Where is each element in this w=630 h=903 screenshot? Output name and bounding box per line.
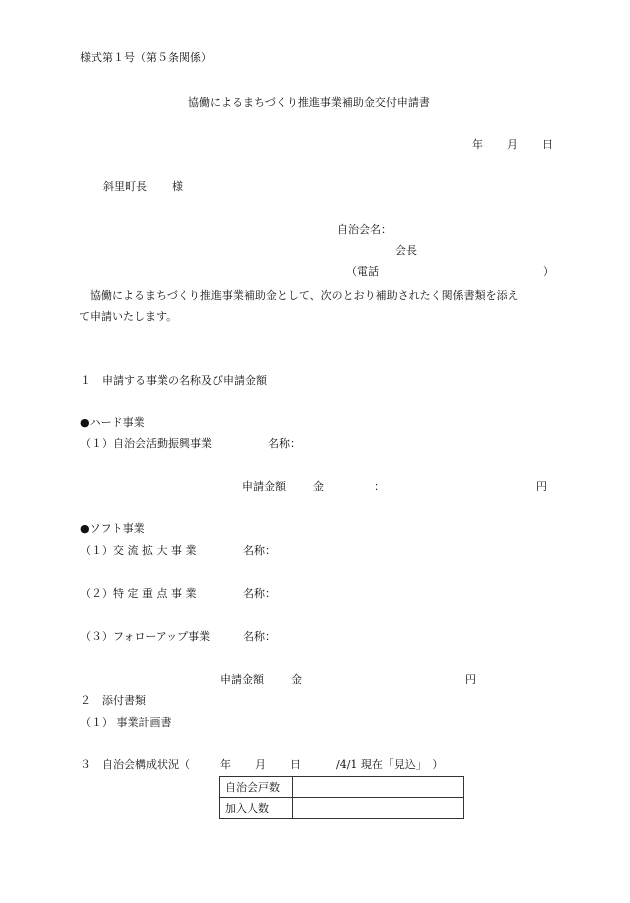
soft-kin: 金 xyxy=(291,673,302,686)
chair-label: 会長 xyxy=(395,244,417,257)
addressee-name: 斜里町長 xyxy=(103,180,147,193)
soft-item-2: （２）特 定 重 点 事 業 xyxy=(80,587,197,600)
soft-amount-label: 申請金額 xyxy=(220,673,264,686)
association-name-label: 自治会名： xyxy=(337,223,392,236)
soft-item-3: （３）フォローアップ事業 xyxy=(80,630,211,643)
hard-amount-label: 申請金額 xyxy=(242,480,286,493)
households-label: 自治会戸数 xyxy=(220,777,293,798)
section-2-heading: ２ 添付書類 xyxy=(80,694,146,707)
hard-item-1: （１）自治会活動振興事業 xyxy=(80,437,212,450)
hard-kin: 金 xyxy=(313,480,324,493)
hard-yen: 円 xyxy=(536,480,547,493)
phone-close: ） xyxy=(543,265,554,278)
households-value[interactable] xyxy=(293,777,464,798)
soft-yen: 円 xyxy=(465,673,476,686)
addressee-honorific: 様 xyxy=(172,180,183,193)
table-row xyxy=(220,798,464,819)
hard-name-label: 名称： xyxy=(268,437,301,450)
date-day: 日 xyxy=(542,138,553,151)
form-number: 様式第１号（第５条関係） xyxy=(80,51,212,64)
census-month: 月 xyxy=(255,758,266,771)
attachment-item-1: （１） 事業計画書 xyxy=(80,716,172,729)
census-asof: /4/1 現在「見込」 ） xyxy=(336,758,444,771)
soft-item-1: （１）交 流 拡 大 事 業 xyxy=(80,544,197,557)
date-year: 年 xyxy=(472,138,483,151)
census-year: 年 xyxy=(220,758,231,771)
intro-line-1: 協働によるまちづくり推進事業補助金として、次のとおり補助されたく関係書類を添え xyxy=(90,289,519,302)
soft-item-3-name-label: 名称： xyxy=(243,630,276,643)
intro-line-2: て申請いたします。 xyxy=(79,310,178,323)
members-label: 加入人数 xyxy=(220,798,293,819)
section-1-heading: １ 申請する事業の名称及び申請金額 xyxy=(80,374,267,387)
soft-item-1-name-label: 名称： xyxy=(243,544,276,557)
soft-project-heading: ●ソフト事業 xyxy=(80,522,145,535)
document-title: 協働によるまちづくり推進事業補助金交付申請書 xyxy=(188,96,430,109)
hard-project-heading: ●ハード事業 xyxy=(80,416,145,429)
soft-item-2-name-label: 名称： xyxy=(243,587,276,600)
association-census-table xyxy=(219,776,464,819)
members-value[interactable] xyxy=(293,798,464,819)
hard-colon: ： xyxy=(374,480,385,493)
section-3-heading: ３ 自治会構成状況（ xyxy=(80,758,190,771)
census-day: 日 xyxy=(290,758,301,771)
phone-label: （電話 xyxy=(346,265,379,278)
table-row xyxy=(220,777,464,798)
date-month: 月 xyxy=(507,138,518,151)
